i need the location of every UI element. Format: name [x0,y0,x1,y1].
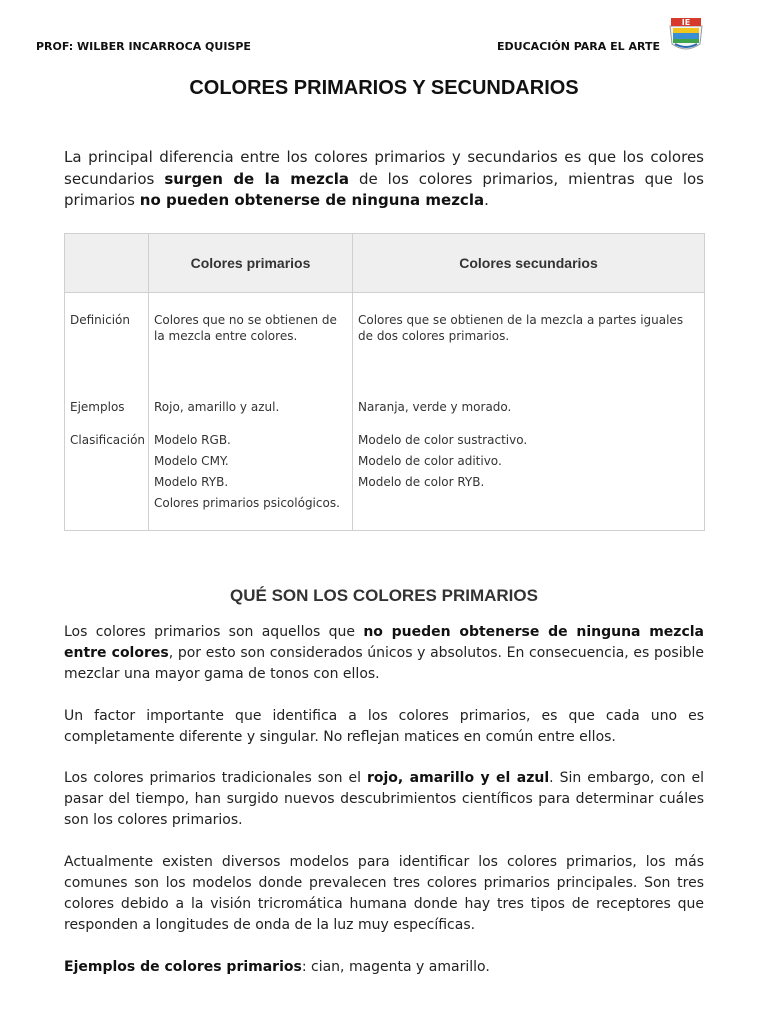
intro-paragraph: La principal diferencia entre los colores primarios y secundarios es que los colores secundarios surgen de la mezcla de los colores primarios, mientras que los primarios no pueden obtenerse de ninguna mezcla. [64,148,704,209]
paragraph-definition: Los colores primarios son aquellos que no pueden obtenerse de ninguna mezcla entre colores, por esto son considerados únicos y absolutos. En consecuencia, es posible mezclar una mayor gama de tonos con ellos. [64,624,705,682]
row-label-definicion: Definición [65,293,149,401]
cell-primary-ejemplos: Rojo, amarillo y azul. [149,400,353,430]
row-label-clasificacion: Clasificación [65,430,149,531]
table-header-empty [65,234,149,293]
paragraph-models: Actualmente existen diversos modelos para identificar los colores primarios, los más comunes son los modelos donde prevalecen tres colores primarios principales. Son tres colores debido a la visión tricromática humana donde hay tres tipos de receptores que responden a longitudes de onda de la luz muy específicas. [64,854,704,933]
page-title: COLORES PRIMARIOS Y SECUNDARIOS [189,77,579,99]
table-header-row [65,234,705,293]
row-label-ejemplos: Ejemplos [65,400,149,430]
paragraph-traditional: Los colores primarios tradicionales son el rojo, amarillo y el azul. Sin embargo, con el pasar del tiempo, han surgido nuevos descubrimientos científicos para determinar cuáles son los colores primarios. [64,770,704,828]
cell-secondary-ejemplos: Naranja, verde y morado. [353,400,705,430]
paragraph-examples: Ejemplos de colores primarios: cian, magenta y amarillo. [64,959,490,975]
header-course-name: EDUCACIÓN PARA EL ARTE [497,40,660,53]
cell-primary-clasificacion: Modelo RGB. Modelo CMY. Modelo RYB. Colores primarios psicológicos. [149,430,353,531]
table-header-secondary: Colores secundarios [353,234,705,293]
svg-text:IE: IE [681,18,691,27]
header-teacher-name: PROF: WILBER INCARROCA QUISPE [36,40,251,53]
cell-secondary-clasificacion: Modelo de color sustractivo. Modelo de color aditivo. Modelo de color RYB. [353,430,705,531]
table-row [65,293,705,401]
cell-secondary-definicion: Colores que se obtienen de la mezcla a partes iguales de dos colores primarios. [353,293,705,401]
school-logo [667,16,705,54]
table-row [65,400,705,430]
table-row [65,430,705,531]
comparison-table [64,233,705,531]
table-header-primary: Colores primarios [149,234,353,293]
paragraph-factor: Un factor importante que identifica a los colores primarios, es que cada uno es completamente diferente y singular. No reflejan matices en común entre ellos. [64,708,704,745]
cell-primary-definicion: Colores que no se obtienen de la mezcla entre colores. [149,293,353,401]
section-title: QUÉ SON LOS COLORES PRIMARIOS [230,586,538,605]
